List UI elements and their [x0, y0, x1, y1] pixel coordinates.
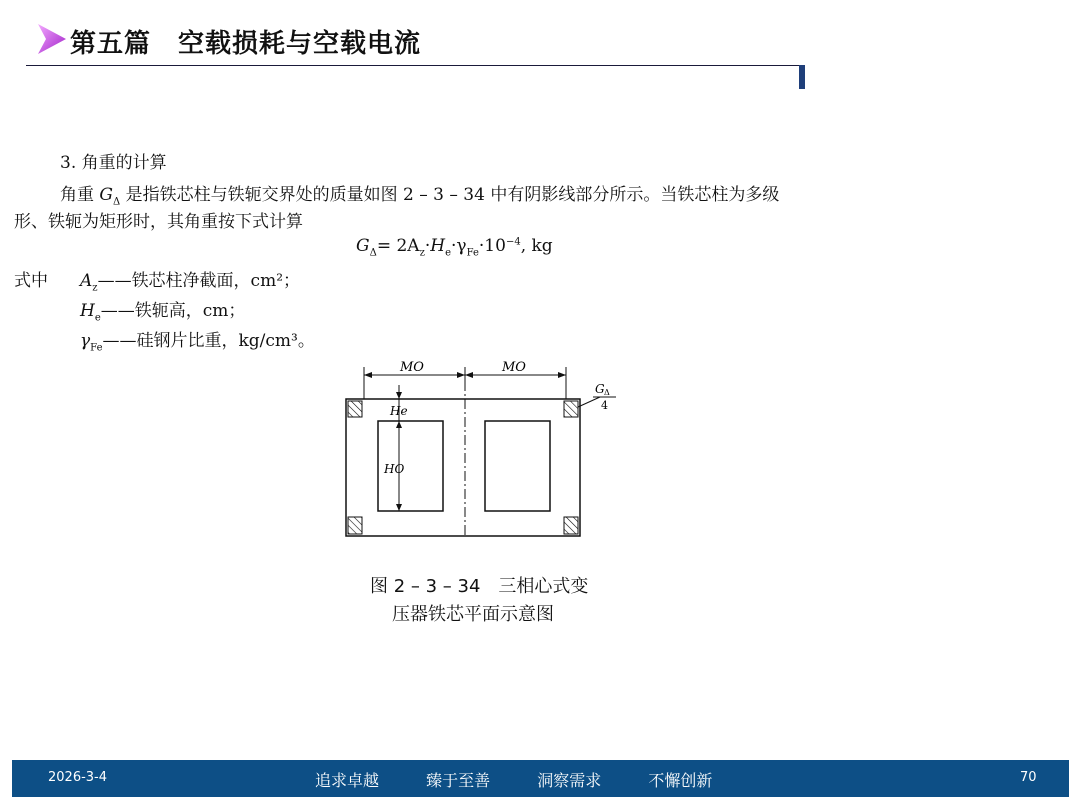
def-text: ——铁芯柱净截面，cm²；	[97, 271, 301, 291]
g-label-sub: Δ	[604, 388, 610, 397]
core-plan-diagram	[340, 355, 640, 545]
corner-hatch	[348, 517, 362, 534]
figure-caption-line-2: 压器铁芯平面示意图	[392, 604, 554, 625]
def-symbol: γ	[80, 331, 91, 351]
def-text: ——硅钢片比重，kg/cm³。	[102, 331, 315, 351]
page-number: 70	[1020, 770, 1037, 785]
corner-hatch	[348, 401, 362, 417]
footer-motto: 不懈创新	[648, 771, 713, 790]
formula: $G_\Delta= 2A_z\cdot H_e\cdot\gamma_{Fe}\cdot 10^{-4}$, kg	[356, 236, 553, 259]
footer-mottos	[315, 768, 754, 791]
def-symbol: H	[80, 301, 95, 321]
mo-left-label: MO	[400, 360, 424, 375]
def-text: ——铁轭高，cm；	[100, 301, 246, 321]
figure-caption-line-1: 图 2 – 3 – 34 三相心式变	[370, 576, 589, 597]
g-label: G	[595, 382, 605, 396]
corner-hatch	[564, 401, 578, 417]
formula-part: = 2A	[376, 236, 420, 256]
def-symbol-sub: e	[94, 312, 101, 324]
definition-2	[80, 296, 245, 323]
footer-bar	[12, 760, 1069, 797]
footer-date: 2026-3-4	[48, 770, 108, 785]
footer-motto: 洞察需求	[537, 771, 602, 790]
definition-3	[80, 326, 315, 353]
para1-symbol-sub: Δ	[113, 196, 121, 208]
section-heading: 3. 角重的计算	[60, 153, 167, 173]
he-label: He	[390, 404, 408, 418]
paragraph-line-2: 形、铁轭为矩形时，其角重按下式计算	[14, 212, 303, 232]
def-symbol: A	[80, 271, 93, 291]
page-title: 第五篇 空载损耗与空载电流	[70, 29, 422, 59]
para1-end: 是指铁芯柱与铁轭交界处的质量如图 2 – 3 – 34 中有阴影线部分所示。当铁芯柱为多级	[125, 185, 780, 205]
footer-motto: 追求卓越	[315, 771, 380, 790]
where-label: 式中	[14, 271, 48, 291]
mo-right-label: MO	[502, 360, 526, 375]
def-symbol-sub: Fe	[90, 342, 103, 354]
para1-start: 角重	[60, 185, 94, 205]
corner-hatch	[564, 517, 578, 534]
paragraph-line-1	[60, 180, 779, 207]
title-divider	[26, 65, 804, 66]
footer-motto: 臻于至善	[426, 771, 491, 790]
para1-symbol: G	[99, 185, 113, 205]
definition-1	[80, 266, 300, 293]
title-divider-end	[799, 65, 805, 89]
arrow-bullet-icon	[36, 22, 68, 56]
g-label-den: 4	[601, 399, 608, 412]
ho-label: HO	[384, 462, 405, 476]
def-symbol-sub: z	[92, 282, 98, 294]
